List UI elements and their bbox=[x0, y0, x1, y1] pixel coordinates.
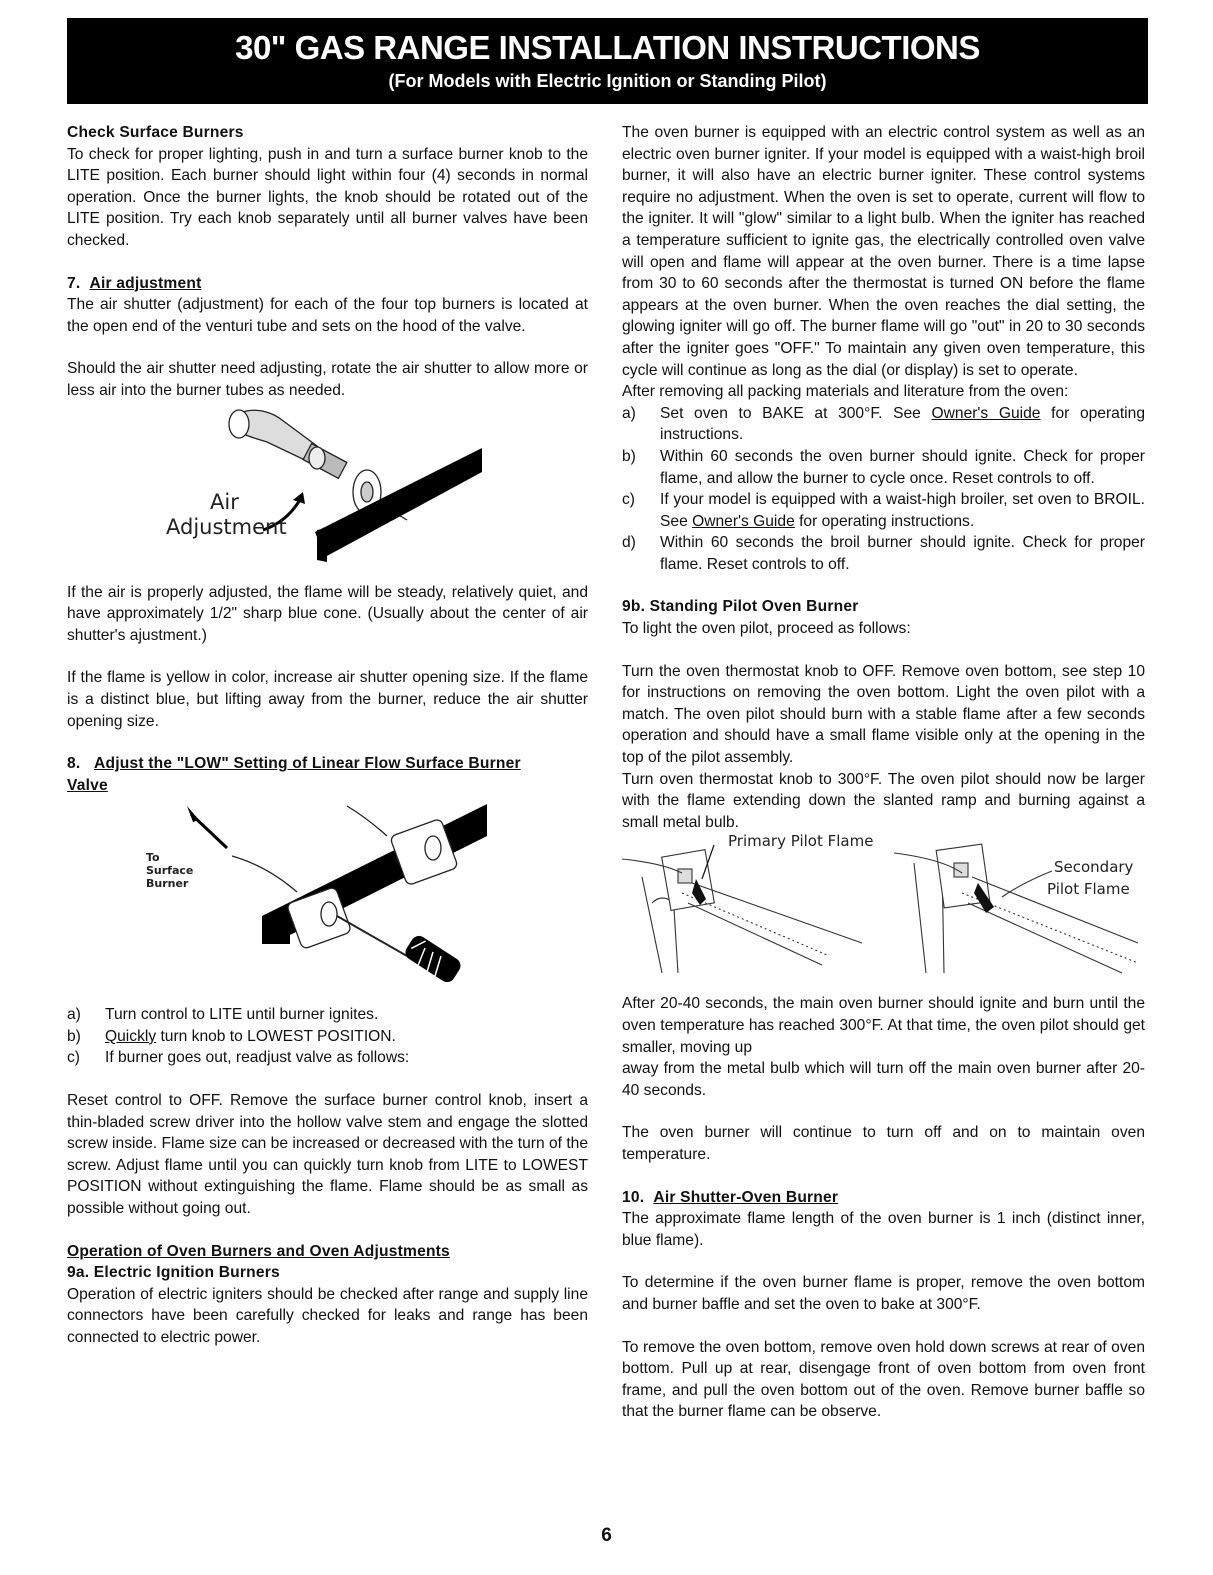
check-heading: Check Surface Burners bbox=[67, 124, 244, 141]
list-item: a) Turn control to LITE until burner ignites. bbox=[67, 1006, 379, 1024]
oven-steps bbox=[622, 403, 1145, 576]
section-9b-p5: away from the metal bulb which will turn off the main oven burner after 20-40 seconds. bbox=[622, 1060, 1145, 1099]
primary-pilot-flame-label: Primary Pilot Flame bbox=[728, 832, 874, 851]
check-text: To check for proper lighting, push in and turn a surface burner knob to the LITE position. Each burner should light within four (4) seconds in normal operation. Once the burner lights, the knob should be rotated out of the LITE position. Try each knob separately until all burner valves have been checked. bbox=[67, 145, 588, 249]
to-label: To bbox=[146, 851, 160, 865]
air-adjustment-figure bbox=[67, 402, 588, 570]
header-banner bbox=[67, 18, 1148, 104]
burner-label: Burner bbox=[146, 877, 189, 891]
page-number: 6 bbox=[601, 1525, 612, 1546]
pilot-flame-figures bbox=[622, 833, 1145, 993]
oven-p2: After removing all packing materials and literature from the oven: bbox=[622, 383, 1069, 401]
low-setting-figure bbox=[67, 796, 588, 992]
page-subtitle: (For Models with Electric Ignition or Standing Pilot) bbox=[388, 71, 827, 91]
surface-label: Surface bbox=[146, 864, 194, 878]
list-item: b) Quickly turn knob to LOWEST POSITION. bbox=[67, 1027, 396, 1045]
section-7-p1: The air shutter (adjustment) for each of the four top burners is located at the open end of the venturi tube and sets on the hood of the valve. bbox=[67, 296, 588, 335]
section-9b-p6: The oven burner will continue to turn off and on to maintain oven temperature. bbox=[622, 1124, 1145, 1163]
list-item: b) Within 60 seconds the oven burner should ignite. Check for proper flame, and allow the burner to cycle once. Reset controls to off. bbox=[622, 447, 1145, 487]
air-label: Air bbox=[210, 489, 239, 514]
section-8-heading: 8. Adjust the "LOW" Setting of Linear Flow Surface Burner bbox=[67, 755, 521, 773]
section-9b-p4: After 20-40 seconds, the main oven burner should ignite and burn until the oven temperature has reached 300°F. At that time, the oven pilot should get smaller, moving up bbox=[622, 995, 1145, 1056]
right-column bbox=[622, 122, 1145, 1423]
section-7-p4: If the flame is yellow in color, increase air shutter opening size. If the flame is a distinct blue, but lifting away from the burner, reduce the air shutter opening size. bbox=[67, 669, 588, 730]
secondary-label: Secondary bbox=[1054, 858, 1134, 877]
page-title: 30" GAS RANGE INSTALLATION INSTRUCTIONS bbox=[235, 29, 980, 66]
list-item: a) Set oven to BAKE at 300°F. See Owner's Guide for operating instructions. bbox=[622, 404, 1145, 444]
section-8-heading-line2: Valve bbox=[67, 776, 108, 794]
adjustment-label: Adjustment bbox=[166, 514, 287, 539]
section-9a-p1: Operation of electric igniters should be checked after range and supply line connectors have been carefully checked for leaks and range has been connected to electric power. bbox=[67, 1285, 588, 1346]
pilot-flame-label: Pilot Flame bbox=[1047, 880, 1130, 899]
section-9a-heading: 9a. Electric Ignition Burners bbox=[67, 1264, 280, 1282]
section-8-steps bbox=[67, 1004, 588, 1069]
section-8-p1: Reset control to OFF. Remove the surface burner control knob, insert a thin-bladed screw driver into the hollow valve stem and engage the slotted screw inside. Flame size can be increased or decreased with the turn of the screw. Adjust flame until you can quickly turn knob from LITE to LOWEST POSITION without extinguishing the flame. Flame should be as small as possible without going out. bbox=[67, 1092, 588, 1218]
list-item: d) Within 60 seconds the broil burner should ignite. Check for proper flame. Reset controls to off. bbox=[622, 534, 1145, 573]
section-9b-p3: Turn oven thermostat knob to 300°F. The oven pilot should now be larger with the flame extending down the slanted ramp and burning against a small metal bulb. bbox=[622, 770, 1145, 831]
operation-heading: Operation of Oven Burners and Oven Adjustments bbox=[67, 1242, 450, 1260]
oven-p1: The oven burner is equipped with an electric control system as well as an electric oven burner igniter. If your model is equipped with a waist-high broil burner, it will also have an electric burner igniter. These control systems require no adjustment. When the oven is set to operate, current will flow to the igniter. It will "glow" similar to a light bulb. When the igniter has reached a temperature sufficient to ignite gas, the electrically controlled oven valve will open and flame will appear at the oven burner. There is a time lapse from 30 to 60 seconds after the thermostat is turned ON before the flame appears at the oven burner. When the oven reaches the dial setting, the glowing igniter will go off. The burner flame will go "out" in 20 to 30 seconds after the igniter goes "OFF." To maintain any given oven temperature, this cycle will continue as long as the dial (or display) is set to operate. bbox=[622, 124, 1145, 379]
left-column bbox=[67, 122, 588, 1349]
section-7-p3: If the air is properly adjusted, the flame will be steady, relatively quiet, and have approximately 1/2" sharp blue cone. (Usually about the center of air shutter's ajustment.) bbox=[67, 583, 588, 644]
section-10-p2: To determine if the oven burner flame is proper, remove the oven bottom and burner baffle and set the oven to bake at 300°F. bbox=[622, 1274, 1145, 1313]
section-9b-heading: 9b. Standing Pilot Oven Burner bbox=[622, 598, 859, 616]
section-9b-p1: To light the oven pilot, proceed as follows: bbox=[622, 620, 911, 638]
section-7-p2: Should the air shutter need adjusting, rotate the air shutter to allow more or less air into the burner tubes as needed. bbox=[67, 360, 588, 399]
list-item: c) If burner goes out, readjust valve as follows: bbox=[67, 1049, 410, 1067]
section-10-p3: To remove the oven bottom, remove oven hold down screws at rear of oven bottom. Pull up at rear, disengage front of oven bottom from oven front frame, and pull the oven bottom out of the oven. Remove burner baffle so that the burner flame can be observe. bbox=[622, 1338, 1145, 1421]
section-7-heading: 7. Air adjustment bbox=[67, 274, 202, 292]
section-10-heading: 10. Air Shutter-Oven Burner bbox=[622, 1188, 839, 1206]
section-9b-p2: Turn the oven thermostat knob to OFF. Remove oven bottom, see step 10 for instructions on removing the oven bottom. Light the oven pilot with a match. The oven pilot should burn with a stable flame after a few seconds operation and should have a small flame visible only at the opening in the top of the pilot assembly. bbox=[622, 662, 1145, 767]
list-item: c) If your model is equipped with a waist-high broiler, set oven to BROIL. See Owner's Guide for operating instructions. bbox=[622, 491, 1145, 530]
section-10-p1: The approximate flame length of the oven burner is 1 inch (distinct inner, blue flame). bbox=[622, 1210, 1145, 1249]
